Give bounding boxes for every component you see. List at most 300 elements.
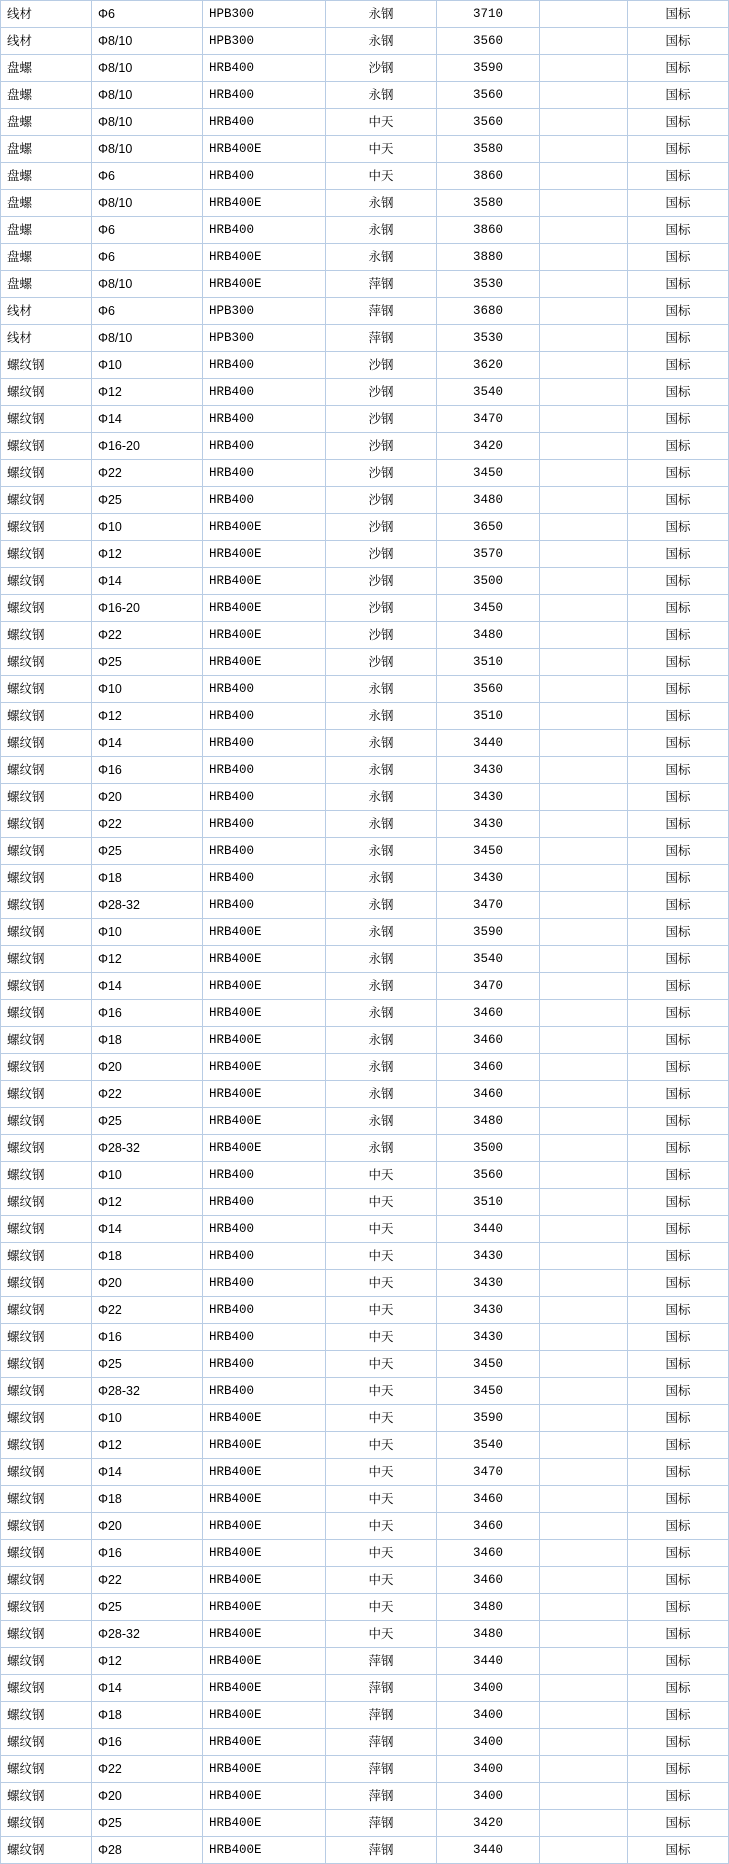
cell-spec: Φ6 xyxy=(92,244,203,271)
table-row xyxy=(1,217,729,244)
cell-blank xyxy=(540,271,628,298)
cell-grade: HRB400E xyxy=(203,622,326,649)
cell-price: 3590 xyxy=(437,1405,540,1432)
cell-spec: Φ16 xyxy=(92,1729,203,1756)
cell-product: 螺纹钢 xyxy=(1,1351,92,1378)
cell-mill: 中天 xyxy=(326,1162,437,1189)
cell-price: 3560 xyxy=(437,1162,540,1189)
cell-grade: HRB400E xyxy=(203,271,326,298)
cell-product: 螺纹钢 xyxy=(1,1405,92,1432)
cell-mill: 萍钢 xyxy=(326,1756,437,1783)
cell-price: 3430 xyxy=(437,811,540,838)
cell-mill: 永钢 xyxy=(326,190,437,217)
cell-product: 螺纹钢 xyxy=(1,514,92,541)
cell-blank xyxy=(540,568,628,595)
cell-mill: 永钢 xyxy=(326,973,437,1000)
cell-spec: Φ10 xyxy=(92,1162,203,1189)
cell-blank xyxy=(540,1648,628,1675)
cell-standard: 国标 xyxy=(628,838,729,865)
cell-product: 螺纹钢 xyxy=(1,487,92,514)
cell-mill: 中天 xyxy=(326,1567,437,1594)
cell-spec: Φ22 xyxy=(92,622,203,649)
cell-mill: 中天 xyxy=(326,1243,437,1270)
cell-grade: HRB400E xyxy=(203,1513,326,1540)
cell-mill: 永钢 xyxy=(326,1000,437,1027)
cell-grade: HRB400 xyxy=(203,811,326,838)
cell-grade: HRB400E xyxy=(203,1702,326,1729)
cell-price: 3530 xyxy=(437,271,540,298)
cell-blank xyxy=(540,757,628,784)
cell-price: 3510 xyxy=(437,1189,540,1216)
cell-blank xyxy=(540,541,628,568)
table-row xyxy=(1,919,729,946)
cell-product: 螺纹钢 xyxy=(1,1648,92,1675)
cell-blank xyxy=(540,1108,628,1135)
cell-standard: 国标 xyxy=(628,136,729,163)
cell-mill: 萍钢 xyxy=(326,1837,437,1864)
cell-standard: 国标 xyxy=(628,190,729,217)
cell-price: 3400 xyxy=(437,1783,540,1810)
cell-spec: Φ8/10 xyxy=(92,136,203,163)
cell-price: 3420 xyxy=(437,1810,540,1837)
cell-mill: 永钢 xyxy=(326,1081,437,1108)
cell-price: 3480 xyxy=(437,1594,540,1621)
cell-grade: HRB400E xyxy=(203,1567,326,1594)
cell-spec: Φ22 xyxy=(92,1756,203,1783)
cell-blank xyxy=(540,622,628,649)
cell-price: 3540 xyxy=(437,1432,540,1459)
cell-mill: 中天 xyxy=(326,1540,437,1567)
cell-product: 线材 xyxy=(1,325,92,352)
cell-blank xyxy=(540,1378,628,1405)
cell-price: 3560 xyxy=(437,82,540,109)
table-row xyxy=(1,325,729,352)
table-row xyxy=(1,1378,729,1405)
cell-product: 盘螺 xyxy=(1,244,92,271)
cell-mill: 永钢 xyxy=(326,757,437,784)
cell-mill: 沙钢 xyxy=(326,622,437,649)
cell-standard: 国标 xyxy=(628,244,729,271)
cell-spec: Φ12 xyxy=(92,1648,203,1675)
table-row xyxy=(1,271,729,298)
cell-product: 螺纹钢 xyxy=(1,703,92,730)
cell-product: 螺纹钢 xyxy=(1,1513,92,1540)
cell-grade: HRB400 xyxy=(203,1351,326,1378)
cell-price: 3440 xyxy=(437,1648,540,1675)
cell-blank xyxy=(540,1837,628,1864)
cell-spec: Φ16 xyxy=(92,1324,203,1351)
cell-spec: Φ25 xyxy=(92,1351,203,1378)
cell-standard: 国标 xyxy=(628,919,729,946)
cell-blank xyxy=(540,1135,628,1162)
cell-mill: 沙钢 xyxy=(326,541,437,568)
cell-standard: 国标 xyxy=(628,1675,729,1702)
table-row xyxy=(1,838,729,865)
cell-product: 螺纹钢 xyxy=(1,622,92,649)
cell-grade: HRB400 xyxy=(203,460,326,487)
cell-blank xyxy=(540,1189,628,1216)
table-row xyxy=(1,892,729,919)
cell-product: 螺纹钢 xyxy=(1,892,92,919)
cell-standard: 国标 xyxy=(628,1000,729,1027)
cell-blank xyxy=(540,838,628,865)
cell-product: 盘螺 xyxy=(1,217,92,244)
cell-product: 螺纹钢 xyxy=(1,1810,92,1837)
cell-spec: Φ16 xyxy=(92,757,203,784)
cell-grade: HRB400E xyxy=(203,595,326,622)
table-row xyxy=(1,1459,729,1486)
cell-spec: Φ14 xyxy=(92,406,203,433)
cell-spec: Φ18 xyxy=(92,1027,203,1054)
cell-product: 螺纹钢 xyxy=(1,1270,92,1297)
cell-spec: Φ8/10 xyxy=(92,82,203,109)
cell-blank xyxy=(540,325,628,352)
table-row xyxy=(1,1108,729,1135)
table-row xyxy=(1,82,729,109)
cell-price: 3880 xyxy=(437,244,540,271)
cell-grade: HRB400 xyxy=(203,55,326,82)
cell-product: 螺纹钢 xyxy=(1,433,92,460)
cell-price: 3540 xyxy=(437,379,540,406)
cell-price: 3440 xyxy=(437,730,540,757)
cell-blank xyxy=(540,865,628,892)
cell-blank xyxy=(540,1459,628,1486)
table-row xyxy=(1,1054,729,1081)
table-row xyxy=(1,1810,729,1837)
cell-standard: 国标 xyxy=(628,946,729,973)
cell-spec: Φ22 xyxy=(92,811,203,838)
cell-spec: Φ16 xyxy=(92,1000,203,1027)
cell-blank xyxy=(540,1513,628,1540)
table-row xyxy=(1,190,729,217)
table-row xyxy=(1,1,729,28)
cell-standard: 国标 xyxy=(628,784,729,811)
cell-grade: HRB400E xyxy=(203,1756,326,1783)
cell-mill: 沙钢 xyxy=(326,352,437,379)
cell-product: 螺纹钢 xyxy=(1,811,92,838)
cell-price: 3540 xyxy=(437,946,540,973)
cell-grade: HRB400E xyxy=(203,514,326,541)
cell-product: 螺纹钢 xyxy=(1,1756,92,1783)
cell-standard: 国标 xyxy=(628,1810,729,1837)
cell-price: 3400 xyxy=(437,1702,540,1729)
cell-mill: 永钢 xyxy=(326,1054,437,1081)
cell-blank xyxy=(540,217,628,244)
cell-price: 3430 xyxy=(437,865,540,892)
cell-grade: HRB400 xyxy=(203,1216,326,1243)
cell-standard: 国标 xyxy=(628,649,729,676)
cell-grade: HRB400E xyxy=(203,136,326,163)
cell-mill: 萍钢 xyxy=(326,271,437,298)
cell-mill: 永钢 xyxy=(326,244,437,271)
cell-standard: 国标 xyxy=(628,1567,729,1594)
cell-price: 3460 xyxy=(437,1486,540,1513)
cell-blank xyxy=(540,514,628,541)
cell-price: 3480 xyxy=(437,487,540,514)
cell-grade: HRB400E xyxy=(203,1108,326,1135)
cell-blank xyxy=(540,1675,628,1702)
cell-grade: HRB400E xyxy=(203,1135,326,1162)
cell-mill: 中天 xyxy=(326,1594,437,1621)
table-row xyxy=(1,1162,729,1189)
table-row xyxy=(1,487,729,514)
cell-grade: HPB300 xyxy=(203,1,326,28)
cell-mill: 萍钢 xyxy=(326,1702,437,1729)
table-row xyxy=(1,136,729,163)
table-row xyxy=(1,1081,729,1108)
cell-product: 螺纹钢 xyxy=(1,1189,92,1216)
cell-grade: HRB400E xyxy=(203,541,326,568)
cell-grade: HRB400 xyxy=(203,82,326,109)
cell-grade: HRB400E xyxy=(203,1081,326,1108)
table-row xyxy=(1,676,729,703)
cell-standard: 国标 xyxy=(628,568,729,595)
cell-spec: Φ25 xyxy=(92,1594,203,1621)
cell-standard: 国标 xyxy=(628,1405,729,1432)
cell-price: 3440 xyxy=(437,1837,540,1864)
table-row xyxy=(1,1837,729,1864)
cell-mill: 永钢 xyxy=(326,217,437,244)
cell-standard: 国标 xyxy=(628,811,729,838)
cell-grade: HRB400 xyxy=(203,433,326,460)
cell-price: 3450 xyxy=(437,460,540,487)
cell-grade: HRB400 xyxy=(203,1189,326,1216)
cell-blank xyxy=(540,1729,628,1756)
cell-mill: 萍钢 xyxy=(326,325,437,352)
cell-price: 3500 xyxy=(437,568,540,595)
cell-blank xyxy=(540,730,628,757)
cell-price: 3460 xyxy=(437,1567,540,1594)
cell-blank xyxy=(540,163,628,190)
cell-grade: HRB400E xyxy=(203,1648,326,1675)
cell-spec: Φ20 xyxy=(92,1513,203,1540)
cell-price: 3680 xyxy=(437,298,540,325)
cell-price: 3430 xyxy=(437,1270,540,1297)
cell-mill: 沙钢 xyxy=(326,649,437,676)
table-row xyxy=(1,1027,729,1054)
cell-spec: Φ14 xyxy=(92,973,203,1000)
cell-price: 3450 xyxy=(437,838,540,865)
cell-mill: 永钢 xyxy=(326,1027,437,1054)
cell-standard: 国标 xyxy=(628,298,729,325)
cell-price: 3470 xyxy=(437,973,540,1000)
cell-standard: 国标 xyxy=(628,325,729,352)
cell-blank xyxy=(540,1432,628,1459)
cell-spec: Φ22 xyxy=(92,460,203,487)
cell-price: 3460 xyxy=(437,1081,540,1108)
cell-blank xyxy=(540,244,628,271)
cell-blank xyxy=(540,190,628,217)
cell-spec: Φ12 xyxy=(92,541,203,568)
cell-standard: 国标 xyxy=(628,1135,729,1162)
cell-price: 3480 xyxy=(437,1108,540,1135)
cell-grade: HRB400 xyxy=(203,406,326,433)
cell-price: 3430 xyxy=(437,784,540,811)
cell-blank xyxy=(540,28,628,55)
cell-spec: Φ12 xyxy=(92,1432,203,1459)
cell-standard: 国标 xyxy=(628,109,729,136)
cell-mill: 萍钢 xyxy=(326,1648,437,1675)
cell-product: 螺纹钢 xyxy=(1,1783,92,1810)
cell-mill: 中天 xyxy=(326,1459,437,1486)
cell-grade: HRB400E xyxy=(203,1486,326,1513)
cell-product: 盘螺 xyxy=(1,109,92,136)
cell-blank xyxy=(540,1756,628,1783)
cell-spec: Φ10 xyxy=(92,352,203,379)
cell-mill: 沙钢 xyxy=(326,406,437,433)
cell-price: 3400 xyxy=(437,1756,540,1783)
cell-product: 螺纹钢 xyxy=(1,1000,92,1027)
table-row xyxy=(1,865,729,892)
cell-blank xyxy=(540,1,628,28)
cell-grade: HRB400 xyxy=(203,1243,326,1270)
table-row xyxy=(1,1567,729,1594)
cell-blank xyxy=(540,55,628,82)
cell-spec: Φ25 xyxy=(92,1810,203,1837)
cell-blank xyxy=(540,1351,628,1378)
cell-standard: 国标 xyxy=(628,1702,729,1729)
cell-price: 3460 xyxy=(437,1027,540,1054)
table-row xyxy=(1,352,729,379)
table-row xyxy=(1,1216,729,1243)
cell-price: 3650 xyxy=(437,514,540,541)
cell-spec: Φ20 xyxy=(92,784,203,811)
cell-price: 3510 xyxy=(437,649,540,676)
cell-product: 螺纹钢 xyxy=(1,1108,92,1135)
table-row xyxy=(1,244,729,271)
cell-price: 3460 xyxy=(437,1513,540,1540)
table-row xyxy=(1,1756,729,1783)
cell-mill: 永钢 xyxy=(326,28,437,55)
cell-grade: HRB400E xyxy=(203,1054,326,1081)
cell-mill: 中天 xyxy=(326,1270,437,1297)
cell-standard: 国标 xyxy=(628,1378,729,1405)
cell-blank xyxy=(540,1243,628,1270)
cell-spec: Φ20 xyxy=(92,1783,203,1810)
table-row xyxy=(1,1297,729,1324)
cell-standard: 国标 xyxy=(628,595,729,622)
table-row xyxy=(1,1270,729,1297)
cell-spec: Φ28 xyxy=(92,1837,203,1864)
cell-blank xyxy=(540,1324,628,1351)
cell-standard: 国标 xyxy=(628,757,729,784)
table-row xyxy=(1,460,729,487)
cell-price: 3590 xyxy=(437,919,540,946)
cell-spec: Φ16-20 xyxy=(92,595,203,622)
cell-grade: HRB400 xyxy=(203,892,326,919)
cell-price: 3530 xyxy=(437,325,540,352)
table-row xyxy=(1,55,729,82)
cell-grade: HRB400 xyxy=(203,1162,326,1189)
cell-grade: HRB400E xyxy=(203,919,326,946)
cell-product: 螺纹钢 xyxy=(1,1540,92,1567)
cell-price: 3430 xyxy=(437,1297,540,1324)
cell-blank xyxy=(540,460,628,487)
cell-blank xyxy=(540,1567,628,1594)
cell-price: 3580 xyxy=(437,190,540,217)
cell-blank xyxy=(540,784,628,811)
cell-standard: 国标 xyxy=(628,892,729,919)
cell-price: 3400 xyxy=(437,1729,540,1756)
cell-grade: HRB400 xyxy=(203,838,326,865)
cell-mill: 沙钢 xyxy=(326,487,437,514)
cell-product: 螺纹钢 xyxy=(1,973,92,1000)
cell-price: 3430 xyxy=(437,1243,540,1270)
cell-product: 盘螺 xyxy=(1,136,92,163)
cell-spec: Φ12 xyxy=(92,703,203,730)
cell-product: 盘螺 xyxy=(1,163,92,190)
cell-spec: Φ8/10 xyxy=(92,271,203,298)
cell-spec: Φ25 xyxy=(92,487,203,514)
cell-product: 螺纹钢 xyxy=(1,1297,92,1324)
cell-blank xyxy=(540,1054,628,1081)
cell-grade: HRB400E xyxy=(203,973,326,1000)
cell-grade: HRB400 xyxy=(203,676,326,703)
cell-standard: 国标 xyxy=(628,1432,729,1459)
cell-grade: HRB400E xyxy=(203,244,326,271)
cell-product: 螺纹钢 xyxy=(1,1027,92,1054)
cell-blank xyxy=(540,703,628,730)
cell-standard: 国标 xyxy=(628,163,729,190)
cell-blank xyxy=(540,109,628,136)
table-row xyxy=(1,1243,729,1270)
cell-blank xyxy=(540,919,628,946)
cell-product: 螺纹钢 xyxy=(1,1729,92,1756)
table-row xyxy=(1,730,729,757)
cell-spec: Φ10 xyxy=(92,514,203,541)
table-row xyxy=(1,1405,729,1432)
cell-grade: HRB400E xyxy=(203,946,326,973)
table-row xyxy=(1,1648,729,1675)
cell-product: 螺纹钢 xyxy=(1,1594,92,1621)
cell-product: 螺纹钢 xyxy=(1,460,92,487)
cell-product: 螺纹钢 xyxy=(1,1675,92,1702)
cell-mill: 沙钢 xyxy=(326,433,437,460)
cell-standard: 国标 xyxy=(628,1108,729,1135)
cell-product: 盘螺 xyxy=(1,271,92,298)
cell-standard: 国标 xyxy=(628,865,729,892)
cell-product: 螺纹钢 xyxy=(1,1567,92,1594)
cell-price: 3460 xyxy=(437,1054,540,1081)
cell-mill: 永钢 xyxy=(326,784,437,811)
cell-price: 3470 xyxy=(437,1459,540,1486)
cell-mill: 中天 xyxy=(326,163,437,190)
cell-price: 3710 xyxy=(437,1,540,28)
cell-blank xyxy=(540,487,628,514)
table-row xyxy=(1,1675,729,1702)
table-row xyxy=(1,784,729,811)
cell-standard: 国标 xyxy=(628,28,729,55)
cell-mill: 萍钢 xyxy=(326,298,437,325)
cell-standard: 国标 xyxy=(628,1540,729,1567)
cell-grade: HRB400 xyxy=(203,352,326,379)
cell-spec: Φ14 xyxy=(92,1216,203,1243)
cell-mill: 永钢 xyxy=(326,892,437,919)
cell-blank xyxy=(540,892,628,919)
cell-spec: Φ20 xyxy=(92,1270,203,1297)
cell-blank xyxy=(540,406,628,433)
cell-price: 3580 xyxy=(437,136,540,163)
cell-grade: HRB400 xyxy=(203,163,326,190)
table-row xyxy=(1,1594,729,1621)
table-row xyxy=(1,811,729,838)
cell-mill: 沙钢 xyxy=(326,55,437,82)
cell-grade: HRB400E xyxy=(203,568,326,595)
cell-blank xyxy=(540,595,628,622)
cell-standard: 国标 xyxy=(628,1621,729,1648)
cell-spec: Φ25 xyxy=(92,649,203,676)
cell-mill: 沙钢 xyxy=(326,460,437,487)
